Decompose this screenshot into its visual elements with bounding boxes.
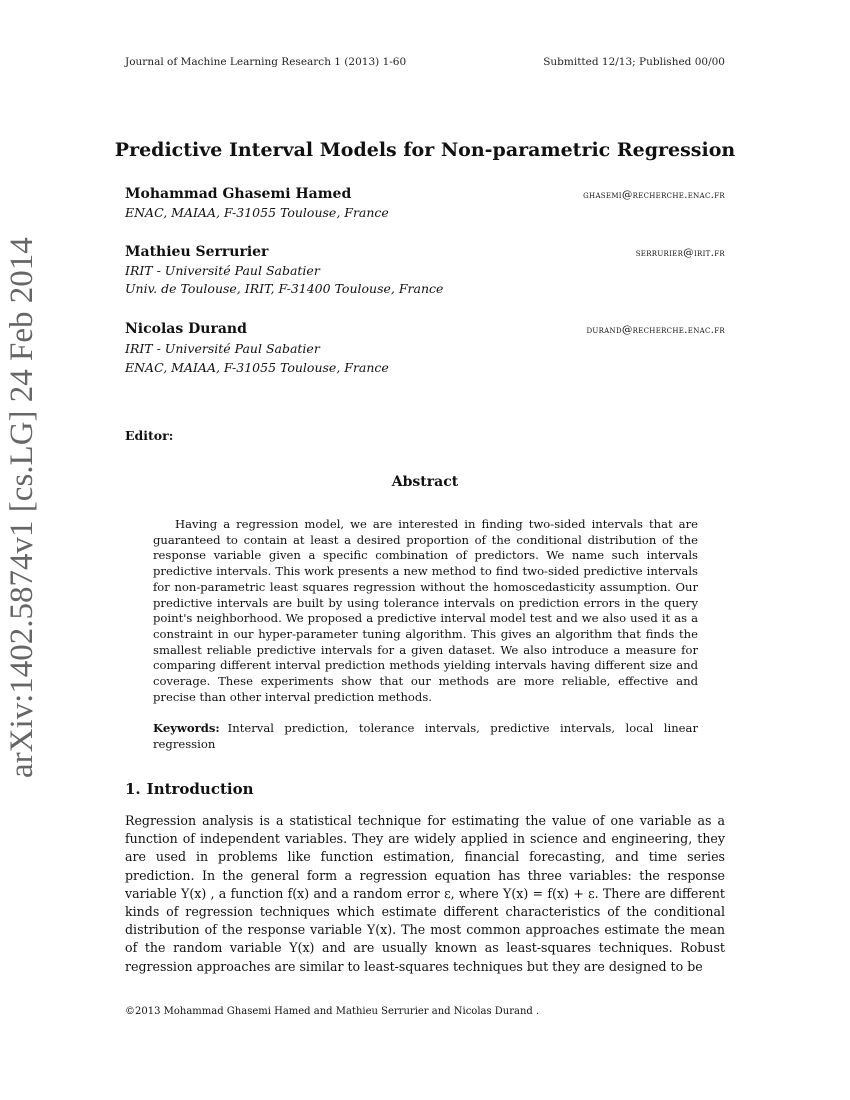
author-name-3: Nicolas Durand [125, 321, 247, 337]
section-heading [125, 780, 254, 798]
author-affiliation-3-line-2: ENAC, MAIAA, F-31055 Toulouse, France [125, 360, 389, 375]
keywords-text: Interval prediction, tolerance intervals, predictive intervals, local linear regression [153, 721, 698, 751]
paper-title: Predictive Interval Models for Non-parametric Regression [114, 139, 736, 161]
abstract-text: Having a regression model, we are interested in finding two-sided intervals that are guaranteed to contain at least a desired proportion of the conditional distribution of the response variable given a specific combination of predictors. We name such intervals predictive intervals. This work presents a new method to find two-sided predictive intervals for non-parametric least squares regression without the homoscedasticity assumption. Our predictive intervals are built by using tolerance intervals on prediction errors in the query point's neighborhood. We proposed a predictive interval model test and we also used it as a constraint in our hyper-parameter tuning algorithm. This gives an algorithm that finds the smallest reliable predictive intervals for a given dataset. We also introduce a measure for comparing different interval prediction methods yielding intervals having different size and coverage. These experiments show that our methods are more reliable, effective and precise than other interval prediction methods. [153, 517, 698, 704]
author-email-1[interactable]: ghasemi@recherche.enac.fr [583, 189, 725, 201]
author-name-1: Mohammad Ghasemi Hamed [125, 186, 352, 202]
keywords-label: Keywords: [153, 721, 220, 735]
author-affiliation-2-line-2: Univ. de Toulouse, IRIT, F-31400 Toulouse, France [125, 281, 444, 296]
section-body: Regression analysis is a statistical technique for estimating the value of one variable as a function of independent variables. They are widely applied in science and engineering, they are used in problems like function estimation, financial forecasting, and time series prediction. In the general form a regression equation has three variables: the response variable Y(x) , a function f(x) and a random error ε, where Y(x) = f(x) + ε. There are different kinds of regression techniques which estimate different characteristics of the conditional distribution of the response variable Y(x). The most common approaches estimate the mean of the random variable Y(x) and are usually known as least-squares techniques. Robust regression approaches are similar to least-squares techniques but they are designed to be [125, 813, 725, 974]
author-email-3[interactable]: durand@recherche.enac.fr [586, 324, 725, 336]
abstract-heading: Abstract [391, 474, 459, 490]
author-affiliation-1-line-1: ENAC, MAIAA, F-31055 Toulouse, France [125, 205, 389, 220]
keywords [153, 721, 698, 752]
arxiv-stamp[interactable]: arXiv:1402.5874v1 [cs.LG] 24 Feb 2014 [4, 237, 40, 778]
abstract-body [153, 517, 698, 705]
submission-dates: Submitted 12/13; Published 00/00 [543, 56, 725, 68]
section-title: Introduction [146, 780, 254, 798]
section-number: 1. [125, 780, 141, 798]
copyright-footer: ©2013 Mohammad Ghasemi Hamed and Mathieu Serrurier and Nicolas Durand . [125, 1006, 540, 1017]
author-affiliation-2-line-1: IRIT - Université Paul Sabatier [125, 263, 320, 278]
editor-label: Editor: [125, 428, 174, 443]
author-name-2: Mathieu Serrurier [125, 244, 269, 260]
author-affiliation-3-line-1: IRIT - Université Paul Sabatier [125, 341, 320, 356]
journal-header: Journal of Machine Learning Research 1 (2013) 1-60 [125, 56, 407, 68]
author-email-2[interactable]: serrurier@irit.fr [635, 247, 725, 259]
